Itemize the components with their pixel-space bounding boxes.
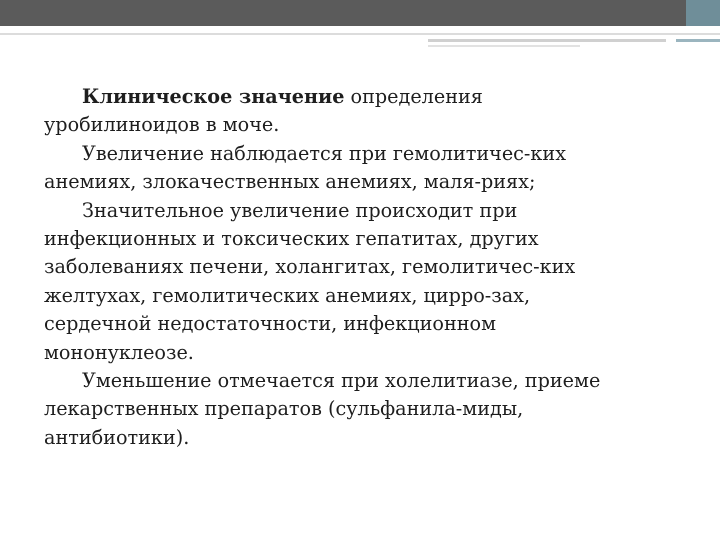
text-line: сердечной недостаточности, инфекционном [44, 312, 496, 336]
text-line: Значительное увеличение происходит при [82, 198, 518, 222]
header-rule-segment [428, 39, 666, 42]
text-line: Увеличение наблюдается при гемолитичес-ких [82, 141, 567, 165]
text-line: мононуклеозе. [44, 340, 194, 364]
text-line: анемиях, злокачественных анемиях, маля-риях; [44, 170, 536, 194]
slide-text [44, 83, 684, 452]
text-line: инфекционных и токсических гепатитах, других [44, 227, 539, 251]
header-rule [0, 33, 720, 35]
text-line: уробилиноидов в моче. [44, 113, 280, 137]
heading-bold: Клиническое значение [82, 85, 345, 108]
header-band [0, 0, 720, 26]
header-accent [686, 0, 720, 26]
text-line: желтухах, гемолитических анемиях, цирро-зах, [44, 283, 531, 307]
text-line: Уменьшение отмечается при холелитиазе, приеме [82, 369, 601, 393]
header-rule-accent-segment [676, 39, 720, 42]
text-line: лекарственных препаратов (сульфанила-миды, [44, 397, 524, 421]
slide-heading-line [44, 83, 684, 111]
heading-rest: определения [344, 85, 483, 108]
text-line: заболеваниях печени, холангитах, гемолитичес-ких [44, 255, 576, 279]
header-rule-short [428, 45, 580, 47]
text-line: антибиотики). [44, 425, 190, 449]
